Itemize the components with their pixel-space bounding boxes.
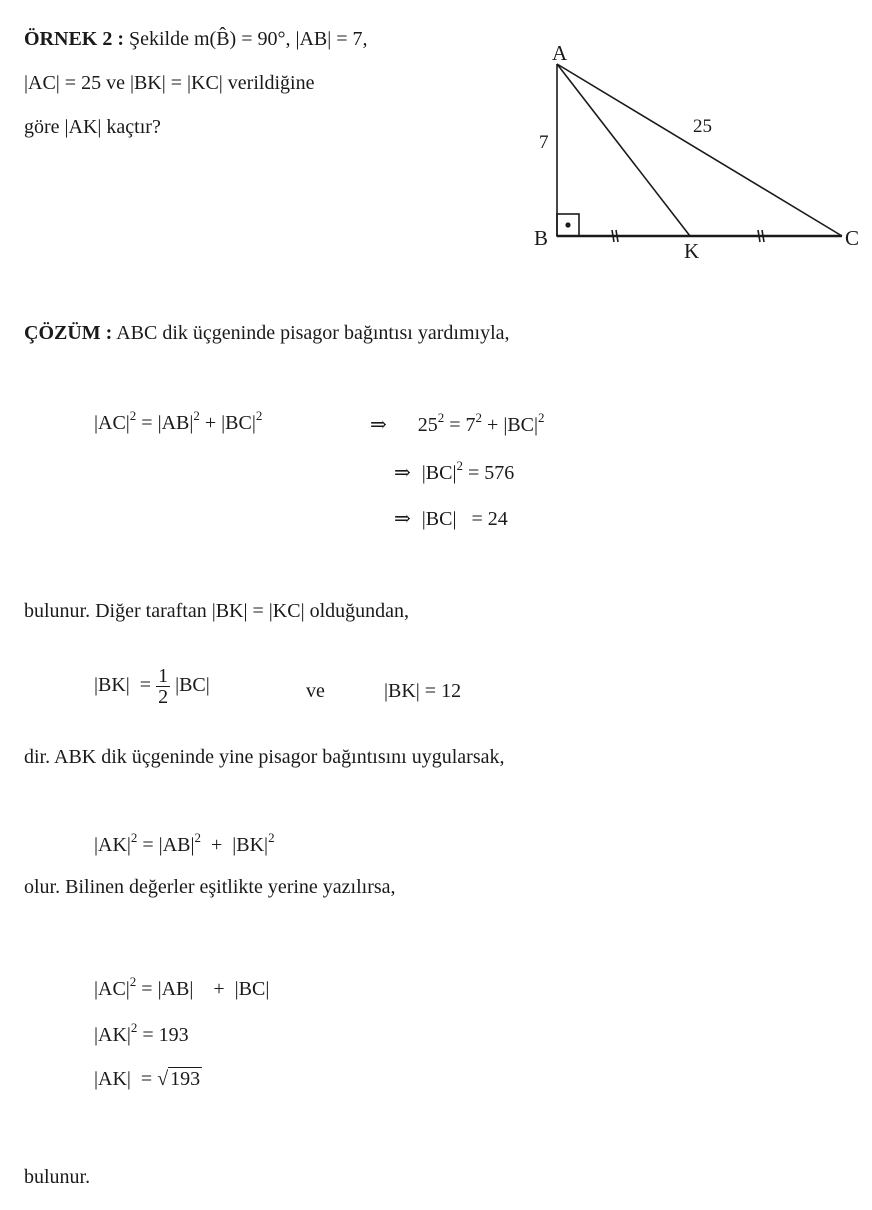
eq7-lhs: |AK|	[94, 1024, 131, 1046]
eq4-denominator: 2	[158, 686, 169, 708]
radical-sign: √	[157, 1068, 169, 1090]
eq2-arrow: ⇒	[394, 462, 411, 484]
eq4-lhs: |BK| =	[94, 674, 157, 697]
eq1-arrow: ⇒	[370, 414, 387, 436]
final-line: bulunur.	[24, 1166, 91, 1188]
eq5-mid2: + |BK|	[200, 834, 269, 856]
median-ak	[557, 64, 690, 236]
right-angle-dot	[565, 222, 570, 227]
equation-8	[94, 1068, 202, 1091]
eq7-exp: 2	[130, 1020, 138, 1035]
tick-kc	[758, 230, 760, 242]
eq1-mid1: = |AB|	[136, 412, 194, 434]
problem-text-1: Şekilde m(B̂) = 90°, |AB| = 7,	[124, 28, 368, 50]
olur-line: olur. Bilinen değerler eşitlikte yerine yazılırsa,	[24, 876, 396, 898]
eq7-tail: = 193	[137, 1024, 189, 1046]
equation-2	[394, 460, 514, 485]
solution-intro-text: ABC dik üçgeninde pisagor bağıntısı yardımıyla,	[112, 322, 510, 344]
eq4-numerator: 1	[158, 665, 169, 687]
equation-4	[94, 666, 210, 707]
vertex-a-label: A	[552, 41, 568, 65]
eq5-exp2: 2	[194, 830, 201, 845]
eq2-tail: = 576	[462, 462, 515, 484]
sqrt-193	[157, 1068, 202, 1091]
eq1-exp1: 2	[129, 408, 137, 423]
side-ac	[557, 64, 842, 236]
eq8-lhs: |AK| =	[94, 1068, 158, 1090]
eq1-right	[370, 412, 545, 437]
eq1-lhs: |AC|	[94, 412, 130, 434]
equation-1	[94, 408, 263, 435]
eq5-exp3: 2	[268, 830, 275, 845]
solution-label: ÇÖZÜM :	[24, 322, 113, 344]
eq1-rhs-c: + |BC|	[482, 414, 539, 436]
vertex-k-label: K	[684, 239, 700, 263]
triangle-figure	[0, 0, 872, 300]
eq6-lhs: |AC|	[94, 978, 130, 1000]
eq3-text: |BC| = 24	[421, 508, 508, 530]
vertex-b-label: B	[534, 226, 549, 250]
eq1-exp4: 2	[437, 410, 445, 425]
tick-bk	[612, 230, 614, 242]
found-line-1: bulunur. Diğer taraftan |BK| = |KC| olduğundan,	[24, 600, 410, 622]
eq4-ve: ve	[306, 680, 325, 702]
dir-line: dir. ABK dik üçgeninde yine pisagor bağıntısını uygularsak,	[24, 746, 505, 768]
equation-6	[94, 974, 270, 1001]
eq1-exp3: 2	[255, 408, 263, 423]
equation-3	[394, 506, 508, 531]
eq6-mid: = |AB| + |BC|	[136, 978, 270, 1000]
tick-kc-2	[762, 230, 764, 242]
eq2-text: |BC|	[421, 462, 457, 484]
eq2-exp: 2	[456, 458, 463, 473]
eq5-lhs: |AK|	[94, 834, 131, 856]
eq4-rhs: |BK| = 12	[384, 680, 462, 702]
equation-7	[94, 1020, 189, 1047]
side-ac-label: 25	[693, 116, 712, 137]
vertex-c-label: C	[845, 226, 860, 250]
eq1-rhs-a: 25	[417, 414, 438, 436]
eq1-mid2: + |BC|	[199, 412, 256, 434]
eq5-mid1: = |AB|	[137, 834, 195, 856]
sqrt-radicand: 193	[170, 1068, 201, 1090]
eq3-arrow: ⇒	[394, 508, 411, 530]
triangle-lines	[557, 64, 842, 242]
eq1-exp6: 2	[538, 410, 545, 425]
eq1-exp5: 2	[475, 410, 483, 425]
eq1-exp2: 2	[193, 408, 200, 423]
side-ab-label: 7	[539, 132, 549, 153]
problem-line-3: göre |AK| kaçtır?	[24, 116, 161, 138]
eq6-exp: 2	[129, 974, 137, 989]
eq4-mid: |BC|	[170, 674, 210, 697]
tick-bk-2	[616, 230, 618, 242]
eq5-exp1: 2	[130, 830, 138, 845]
example-label: ÖRNEK 2 :	[24, 28, 124, 50]
eq4-fraction	[156, 666, 170, 707]
eq1-rhs-b: = 7	[444, 414, 476, 436]
equation-5	[94, 830, 275, 857]
solution-intro	[24, 322, 510, 345]
problem-line-2: |AC| = 25 ve |BK| = |KC| verildiğine	[24, 72, 315, 94]
